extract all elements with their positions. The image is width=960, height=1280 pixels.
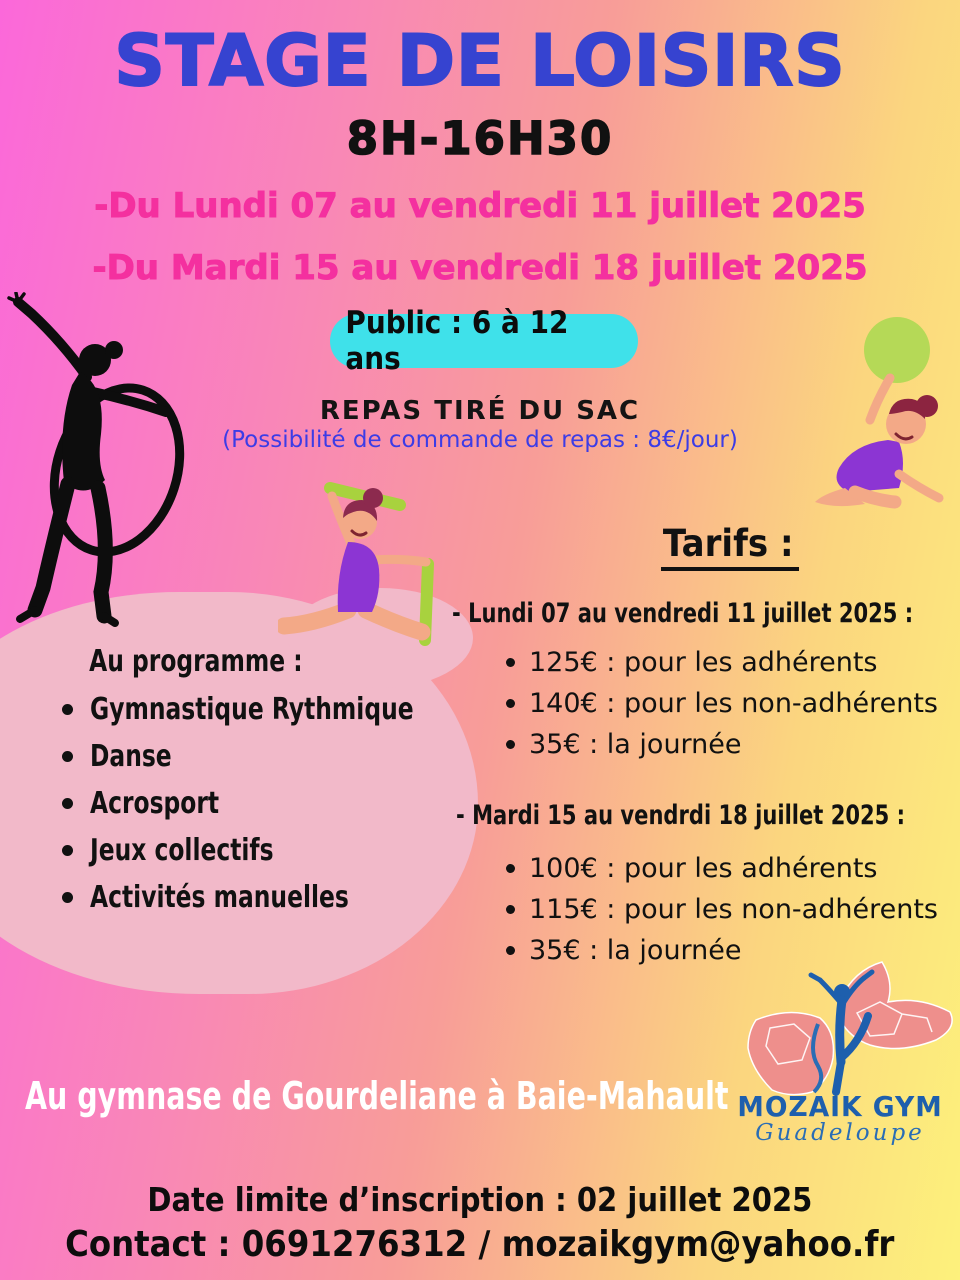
hours-text: 8H-16H30 bbox=[346, 112, 614, 165]
bullet-icon bbox=[506, 658, 515, 667]
session1-header: - Lundi 07 au vendredi 11 juillet 2025 : bbox=[452, 598, 914, 629]
bullet-icon bbox=[506, 864, 515, 873]
meal-title: REPAS TIRÉ DU SAC bbox=[319, 396, 641, 426]
gymnast-clubs-illustration bbox=[278, 472, 458, 662]
public-age-text: Public : 6 à 12 ans bbox=[345, 305, 569, 377]
session-date-line-2: -Du Mardi 15 au vendredi 18 juillet 2025 bbox=[92, 248, 868, 288]
list-item: 35€ : la journée bbox=[506, 724, 960, 765]
programme-list bbox=[62, 686, 462, 921]
list-item: 125€ : pour les adhérents bbox=[506, 642, 960, 683]
bullet-icon bbox=[506, 946, 515, 955]
logo-region-text: Guadeloupe bbox=[755, 1120, 925, 1146]
meal-note: (Possibilité de commande de repas : 8€/jour) bbox=[222, 427, 738, 453]
list-item: 35€ : la journée bbox=[506, 930, 960, 971]
venue-text: Au gymnase de Gourdeliane à Baie-Mahault bbox=[25, 1074, 729, 1118]
bullet-icon bbox=[506, 699, 515, 708]
gymnast-ball-illustration bbox=[793, 302, 960, 510]
session2-header: - Mardi 15 au vendrdi 18 juillet 2025 : bbox=[456, 800, 906, 831]
list-item: 140€ : pour les non-adhérents bbox=[506, 683, 960, 724]
public-age-badge bbox=[330, 305, 638, 377]
list-item: Acrosport bbox=[62, 780, 462, 827]
session1-prices bbox=[506, 642, 960, 765]
list-item: Activités manuelles bbox=[62, 874, 462, 921]
list-item: Jeux collectifs bbox=[62, 827, 462, 874]
bullet-icon bbox=[62, 751, 73, 762]
session2-prices bbox=[506, 848, 960, 971]
programme-title: Au programme : bbox=[88, 644, 303, 679]
bullet-icon bbox=[506, 740, 515, 749]
list-item: 100€ : pour les adhérents bbox=[506, 848, 960, 889]
tarifs-heading: Tarifs : bbox=[630, 522, 830, 571]
session-date-line-1: -Du Lundi 07 au vendredi 11 juillet 2025 bbox=[94, 186, 866, 226]
list-item: Danse bbox=[62, 733, 462, 780]
bullet-icon bbox=[62, 798, 73, 809]
list-item: Gymnastique Rythmique bbox=[62, 686, 462, 733]
bullet-icon bbox=[62, 845, 73, 856]
contact-text: Contact : 0691276312 / mozaikgym@yahoo.fr bbox=[65, 1224, 895, 1265]
bullet-icon bbox=[62, 704, 73, 715]
poster-title: STAGE DE LOISIRS bbox=[114, 20, 846, 102]
logo-name-text: MOZAIK GYM bbox=[737, 1090, 943, 1123]
bullet-icon bbox=[506, 905, 515, 914]
gymnast-hoop-silhouette-illustration bbox=[0, 292, 204, 630]
bullet-icon bbox=[62, 892, 73, 903]
list-item: 115€ : pour les non-adhérents bbox=[506, 889, 960, 930]
deadline-text: Date limite d’inscription : 02 juillet 2025 bbox=[147, 1180, 813, 1219]
